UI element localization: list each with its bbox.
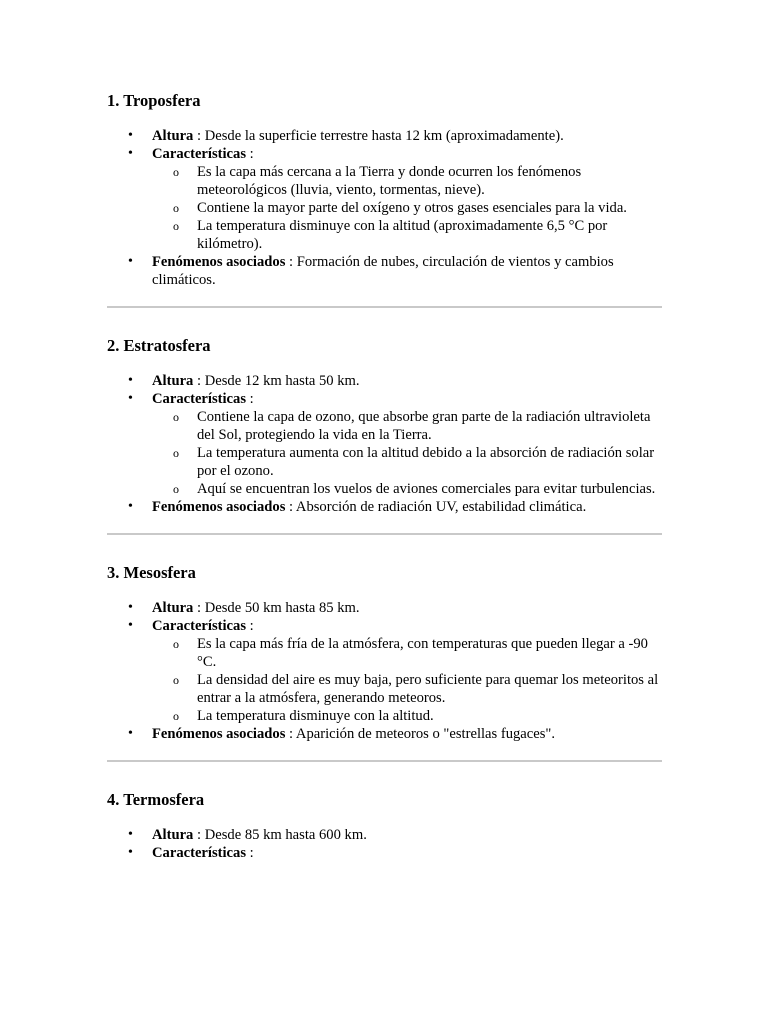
sub-list-item: o Es la capa más fría de la atmósfera, con temperaturas que pueden llegar a -90 °C. bbox=[152, 635, 662, 671]
section-title: 1. Troposfera bbox=[107, 91, 201, 110]
list-item-caracteristicas bbox=[107, 390, 662, 498]
caracteristicas-suffix: : bbox=[246, 391, 254, 407]
sub-list-item: o La temperatura disminuye con la altitud. bbox=[152, 707, 662, 725]
caracteristicas-label: Características bbox=[152, 146, 247, 162]
fenomenos-value: : Aparición de meteoros o "estrellas fugaces". bbox=[285, 726, 556, 742]
caracteristicas-label: Características bbox=[152, 618, 247, 634]
bullet-list bbox=[107, 127, 662, 289]
list-item-caracteristicas bbox=[107, 617, 662, 725]
fenomenos-label: Fenómenos asociados bbox=[152, 254, 286, 270]
fenomenos-label: Fenómenos asociados bbox=[152, 499, 286, 515]
sub-list-item: o Contiene la capa de ozono, que absorbe gran parte de la radiación ultravioleta del Sol, protegiendo la vida en la Tierra. bbox=[152, 408, 662, 444]
caracteristicas-suffix: : bbox=[246, 618, 254, 634]
caracteristicas-suffix: : bbox=[246, 845, 254, 861]
bullet-list bbox=[107, 826, 662, 862]
altura-value: : Desde 85 km hasta 600 km. bbox=[193, 827, 367, 843]
section-title: 2. Estratosfera bbox=[107, 336, 211, 355]
altura-label: Altura bbox=[152, 128, 194, 144]
sub-list-item: o La temperatura aumenta con la altitud debido a la absorción de radiación solar por el ozono. bbox=[152, 444, 662, 480]
altura-value: : Desde la superficie terrestre hasta 12 km (aproximadamente). bbox=[193, 128, 564, 144]
section-title: 3. Mesosfera bbox=[107, 563, 196, 582]
section-divider bbox=[107, 306, 662, 308]
section-mesosfera bbox=[107, 562, 662, 743]
fenomenos-label: Fenómenos asociados bbox=[152, 726, 286, 742]
altura-value: : Desde 50 km hasta 85 km. bbox=[193, 600, 360, 616]
list-item-altura bbox=[107, 372, 662, 390]
altura-value: : Desde 12 km hasta 50 km. bbox=[193, 373, 360, 389]
section-divider bbox=[107, 533, 662, 535]
sub-list-item: o La temperatura disminuye con la altitud (aproximadamente 6,5 °C por kilómetro). bbox=[152, 217, 662, 253]
list-item-fenomenos bbox=[107, 253, 662, 289]
fenomenos-value: : Absorción de radiación UV, estabilidad climática. bbox=[285, 499, 587, 515]
sub-list-item: o Aquí se encuentran los vuelos de aviones comerciales para evitar turbulencias. bbox=[152, 480, 662, 498]
section-troposfera bbox=[107, 90, 662, 289]
list-item-fenomenos bbox=[107, 725, 662, 743]
sub-list bbox=[152, 635, 662, 725]
document-page bbox=[107, 90, 662, 862]
section-termosfera bbox=[107, 789, 662, 862]
altura-label: Altura bbox=[152, 827, 194, 843]
altura-label: Altura bbox=[152, 373, 194, 389]
caracteristicas-label: Características bbox=[152, 391, 247, 407]
fenomenos-value: : Formación de nubes, circulación de vientos y cambios climáticos. bbox=[152, 254, 614, 288]
bullet-list bbox=[107, 599, 662, 743]
sub-list-item: o Es la capa más cercana a la Tierra y donde ocurren los fenómenos meteorológicos (lluvia, viento, tormentas, nieve). bbox=[152, 163, 662, 199]
sub-list bbox=[152, 163, 662, 253]
list-item-caracteristicas bbox=[107, 844, 662, 862]
list-item-altura bbox=[107, 826, 662, 844]
sub-list bbox=[152, 408, 662, 498]
sub-list-item: o Contiene la mayor parte del oxígeno y otros gases esenciales para la vida. bbox=[152, 199, 662, 217]
altura-label: Altura bbox=[152, 600, 194, 616]
list-item-altura bbox=[107, 599, 662, 617]
caracteristicas-label: Características bbox=[152, 845, 247, 861]
sub-list-item: o La densidad del aire es muy baja, pero suficiente para quemar los meteoritos al entrar a la atmósfera, generando meteoros. bbox=[152, 671, 662, 707]
section-divider bbox=[107, 760, 662, 762]
bullet-list bbox=[107, 372, 662, 516]
list-item-caracteristicas bbox=[107, 145, 662, 253]
section-estratosfera bbox=[107, 335, 662, 516]
list-item-altura bbox=[107, 127, 662, 145]
list-item-fenomenos bbox=[107, 498, 662, 516]
caracteristicas-suffix: : bbox=[246, 146, 254, 162]
section-title: 4. Termosfera bbox=[107, 790, 205, 809]
